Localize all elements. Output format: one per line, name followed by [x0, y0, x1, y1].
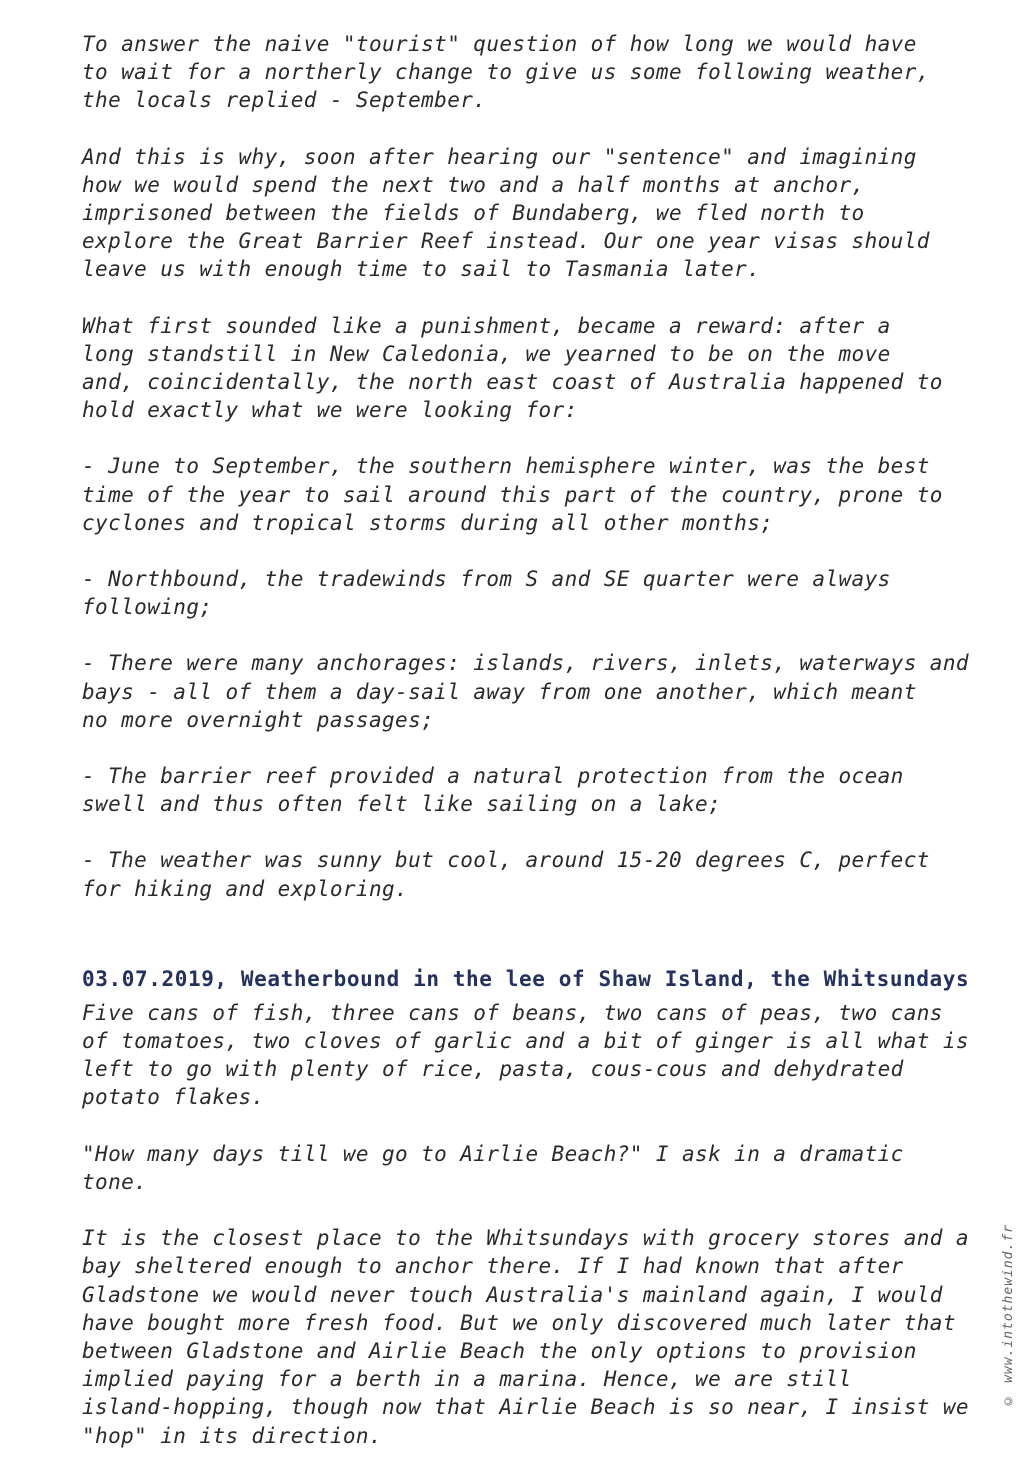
list-item-paragraph: - June to September, the southern hemisphere winter, was the best time of the year to sail around this part of the country, prone to cyclones and tropical storms during all other months; [82, 454, 943, 535]
entry-paragraph: It is the closest place to the Whitsundays with grocery stores and a bay sheltered enough to anchor there. If I had known that after Gladstone we would never touch Australia's mainland again, I would have bought more fresh food. But we only discovered much later that between Gladstone and Airlie Beach the only options to provision implied paying for a berth in a marina. Hence, we are still island-hopping, though now that Airlie Beach is so near, I insist we "hop" in its direction. [82, 1226, 969, 1448]
list-item-paragraph: - Northbound, the tradewinds from S and SE quarter were always following; [82, 567, 891, 620]
intro-paragraph: And this is why, soon after hearing our "sentence" and imagining how we would spend the next two and a half months at anchor, imprisoned between the fields of Bundaberg, we fled north to explore the Great Barrier Reef instead. Our one year visas should leave us with enough time to sail to Tasmania later. [82, 144, 930, 282]
list-item-paragraph: - There were many anchorages: islands, rivers, inlets, waterways and bays - all of them a day-sail away from one another, which meant no more overnight passages; [82, 651, 969, 732]
section-spacer [82, 931, 972, 967]
intro-paragraph: To answer the naive "tourist" question of how long we would have to wait for a northerly change to give us some following weather, the locals replied - September. [82, 32, 930, 113]
journal-page [82, 30, 972, 1478]
intro-paragraph: What first sounded like a punishment, became a reward: after a long standstill in New Caledonia, we yearned to be on the move and, coincidentally, the north east coast of Australia happened to hold exactly what we were looking for: [82, 313, 943, 423]
entry-paragraph: "How many days till we go to Airlie Beach?" I ask in a dramatic tone. [82, 1141, 904, 1194]
copyright-watermark: © www.intothewind.fr [1001, 1224, 1016, 1408]
list-item-paragraph: - The barrier reef provided a natural protection from the ocean swell and thus often felt like sailing on a lake; [82, 764, 904, 817]
list-item-paragraph: - The weather was sunny but cool, around 15-20 degrees C, perfect for hiking and exploring. [82, 848, 930, 901]
entry-heading: 03.07.2019, Weatherbound in the lee of Shaw Island, the Whitsundays [82, 966, 970, 991]
entry-paragraph: Five cans of fish, three cans of beans, two cans of peas, two cans of tomatoes, two cloves of garlic and a bit of ginger is all what is left to go with plenty of rice, pasta, cous-cous and dehydrated potato flakes. [82, 1000, 969, 1110]
